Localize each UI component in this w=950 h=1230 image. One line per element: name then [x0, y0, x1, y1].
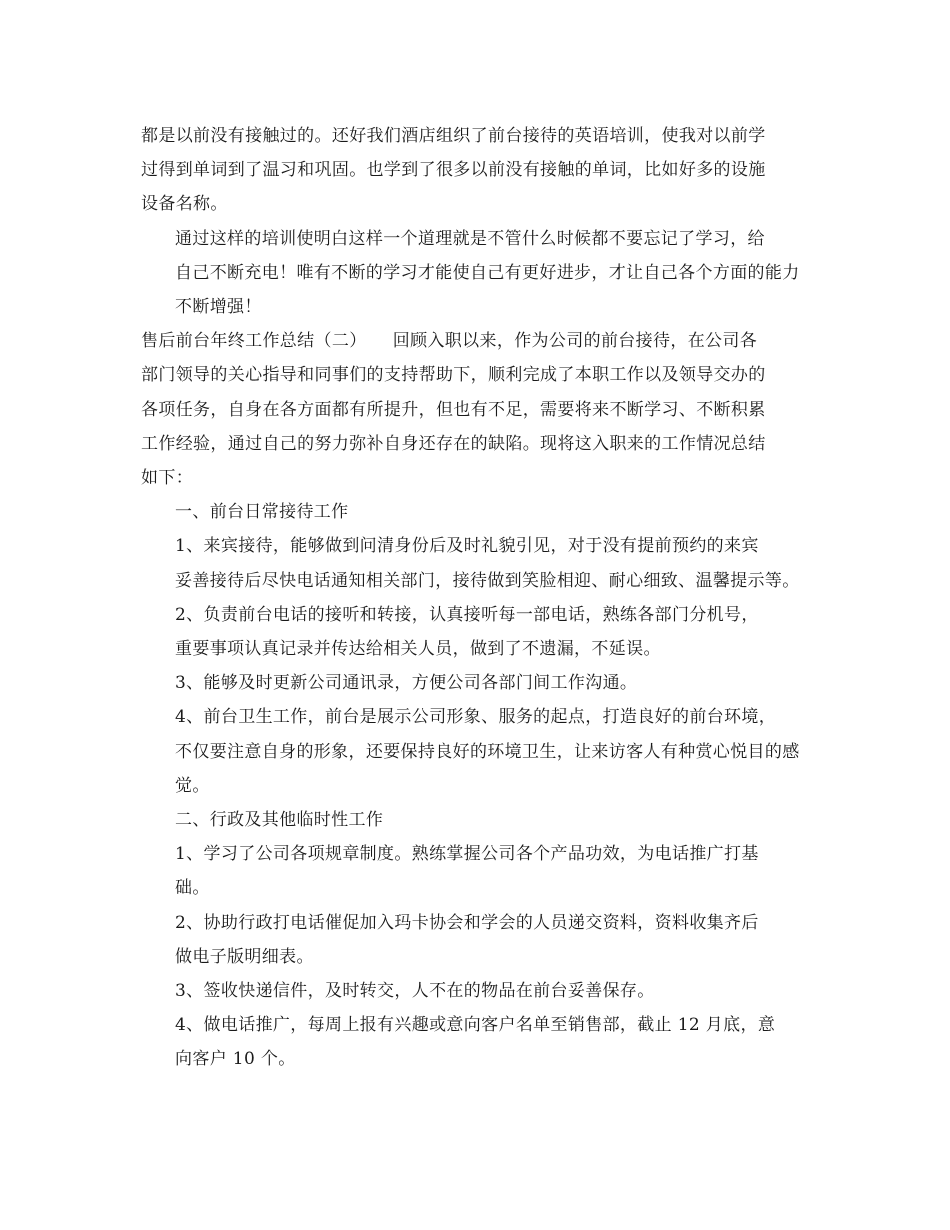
text-line: 4、做电话推广，每周上报有兴趣或意向客户名单至销售部，截止 12 月底，意 — [175, 1015, 776, 1036]
paragraph-item-2 — [141, 598, 811, 666]
text-line: 过得到单词到了温习和巩固。也学到了很多以前没有接触的单词，比如好多的设施 — [141, 160, 766, 181]
paragraph-admin-item-1 — [141, 837, 811, 905]
paragraph-training-lesson — [141, 222, 811, 325]
text-line: 部门领导的关心指导和同事们的支持帮助下，顺利完成了本职工作以及领导交办的 — [141, 365, 766, 386]
paragraph-summary-two-intro — [141, 324, 811, 495]
paragraph-item-4 — [141, 700, 811, 803]
text-line: 妥善接待后尽快电话通知相关部门，接待做到笑脸相迎、耐心细致、温馨提示等。 — [175, 570, 800, 591]
text-line: 售后前台年终工作总结（二） 回顾入职以来，作为公司的前台接待，在公司各 — [141, 331, 758, 352]
text-line: 向客户 10 个。 — [175, 1049, 296, 1070]
text-line: 3、能够及时更新公司通讯录，方便公司各部门间工作沟通。 — [175, 673, 638, 694]
text-line: 重要事项认真记录并传达给相关人员，做到了不遗漏，不延误。 — [175, 639, 661, 660]
text-line: 不断增强！ — [175, 297, 262, 318]
text-line: 1、学习了公司各项规章制度。熟练掌握公司各个产品功效，为电话推广打基 — [175, 844, 759, 865]
text-line: 不仅要注意自身的形象，还要保持良好的环境卫生，让来访客人有种赏心悦目的感 — [175, 741, 800, 762]
text-line: 如下： — [141, 468, 194, 489]
paragraph-admin-item-3 — [141, 974, 811, 1008]
text-line: 工作经验，通过自己的努力弥补自身还存在的缺陷。现将这入职来的工作情况总结 — [141, 433, 766, 454]
paragraph-admin-item-4 — [141, 1008, 811, 1076]
paragraph-training-intro — [141, 119, 811, 222]
text-line: 3、签收快递信件，及时转交，人不在的物品在前台妥善保存。 — [175, 981, 655, 1002]
text-line: 通过这样的培训使明白这样一个道理就是不管什么时候都不要忘记了学习，给 — [175, 228, 765, 249]
paragraph-item-1 — [141, 529, 811, 597]
text-line: 2、负责前台电话的接听和转接，认真接听每一部电话，熟练各部门分机号， — [175, 604, 759, 625]
text-line: 二、行政及其他临时性工作 — [175, 810, 384, 831]
paragraph-item-3 — [141, 666, 811, 700]
text-line: 础。 — [175, 878, 210, 899]
document-body — [141, 119, 811, 1077]
text-line: 2、协助行政打电话催促加入玛卡协会和学会的人员递交资料，资料收集齐后 — [175, 912, 759, 933]
text-line: 一、前台日常接待工作 — [175, 502, 349, 523]
section-heading-reception — [141, 495, 811, 529]
text-line: 自己不断充电！唯有不断的学习才能使自己有更好进步，才让自己各个方面的能力 — [175, 262, 800, 283]
text-line: 都是以前没有接触过的。还好我们酒店组织了前台接待的英语培训，使我对以前学 — [141, 126, 766, 146]
text-line: 做电子版明细表。 — [175, 946, 314, 967]
text-line: 4、前台卫生工作，前台是展示公司形象、服务的起点，打造良好的前台环境， — [175, 707, 777, 728]
text-line: 设备名称。 — [141, 194, 228, 215]
paragraph-admin-item-2 — [141, 906, 811, 974]
section-heading-admin — [141, 803, 811, 837]
text-line: 各项任务，自身在各方面都有所提升，但也有不足，需要将来不断学习、不断积累 — [141, 399, 766, 420]
text-line: 1、来宾接待，能够做到问清身份后及时礼貌引见，对于没有提前预约的来宾 — [175, 536, 759, 557]
text-line: 觉。 — [175, 775, 210, 796]
